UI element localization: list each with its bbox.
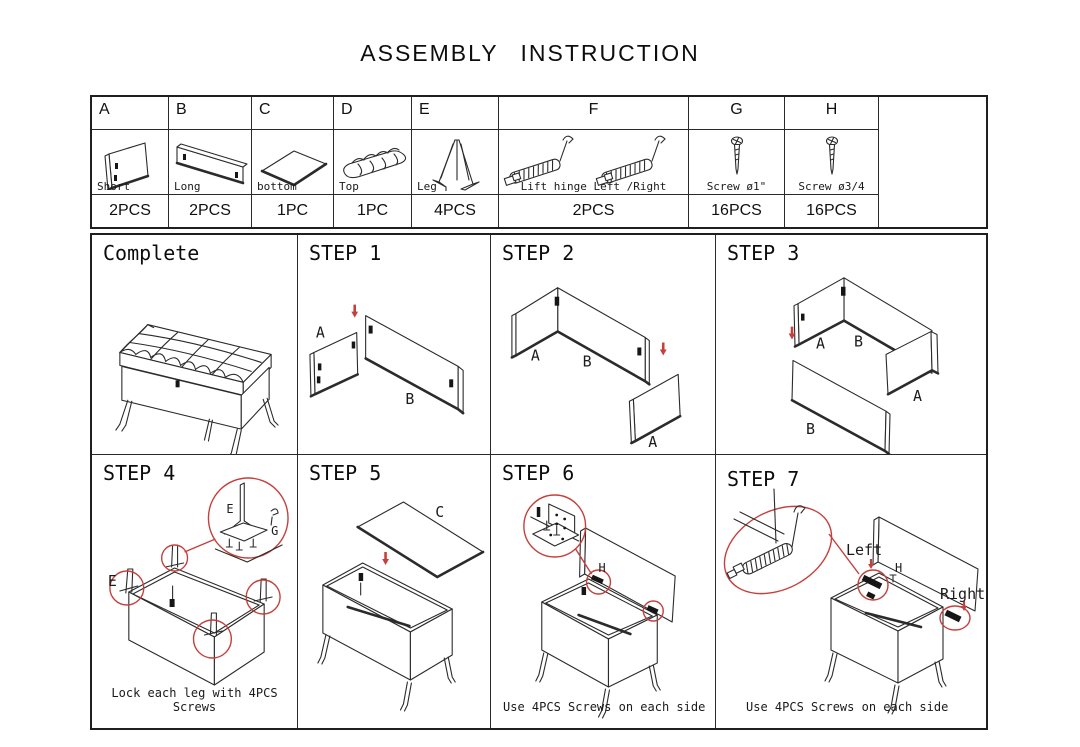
- cell-step1: [298, 235, 491, 455]
- step3-title: STEP 3: [727, 241, 800, 265]
- step6-label-h: H: [598, 560, 606, 576]
- step2-label-b: B: [582, 352, 592, 371]
- part-label: Screw ø3/4: [798, 180, 865, 193]
- step5-label-c: C: [435, 502, 445, 522]
- part-qty: 16PCS: [711, 202, 762, 219]
- step7-title: STEP 7: [727, 467, 800, 491]
- cell-step4: [92, 455, 298, 728]
- part-image-cell: [252, 130, 333, 195]
- part-image-cell: [412, 130, 498, 195]
- step3-label-b2: B: [806, 420, 816, 439]
- cell-step5: [298, 455, 491, 728]
- part-label: Long: [174, 180, 201, 193]
- step4-title: STEP 4: [103, 461, 176, 485]
- complete-title: Complete: [103, 241, 200, 265]
- step4-label-e-detail: E: [226, 501, 234, 517]
- part-label: bottom: [257, 180, 297, 193]
- step6-drawing: [491, 455, 715, 728]
- parts-column-h: [785, 97, 879, 227]
- step6-caption: Use 4PCS Screws on each side: [503, 700, 706, 714]
- part-image-cell: [689, 130, 784, 195]
- part-qty: 2PCS: [189, 202, 231, 219]
- part-image-cell: [785, 130, 878, 195]
- part-letter: D: [334, 97, 411, 130]
- step4-caption: Lock each leg with 4PCS Screws: [111, 686, 278, 714]
- part-qty: 2PCS: [109, 202, 151, 219]
- part-letter: F: [499, 97, 688, 130]
- cell-step2: [491, 235, 716, 455]
- parts-column-g: [689, 97, 785, 227]
- step3-drawing: [716, 235, 986, 454]
- complete-bench-drawing: [92, 235, 297, 454]
- step1-label-a: A: [315, 323, 325, 342]
- parts-column-d: [334, 97, 412, 227]
- part-letter: E: [412, 97, 498, 130]
- step5-title: STEP 5: [309, 461, 382, 485]
- part-label: Short: [97, 180, 131, 193]
- step7-label-left: Left: [846, 541, 883, 559]
- part-label: Leg: [417, 180, 437, 193]
- step6-title: STEP 6: [502, 461, 575, 485]
- parts-column-b: [169, 97, 252, 227]
- part-letter: B: [169, 97, 251, 130]
- part-qty: 1PC: [356, 202, 389, 219]
- parts-table: [90, 95, 988, 229]
- step3-label-a2: A: [913, 387, 923, 406]
- part-letter: C: [252, 97, 333, 130]
- part-qty: 1PC: [276, 202, 309, 219]
- part-label: Screw ø1": [706, 180, 767, 193]
- parts-column-a: [92, 97, 169, 227]
- step4-label-g: G: [271, 523, 279, 539]
- parts-column-f: [499, 97, 689, 227]
- step1-title: STEP 1: [309, 241, 382, 265]
- step7-caption: Use 4PCS Screws on each side: [746, 700, 949, 714]
- part-label: Lift hinge Left /Right: [520, 180, 667, 193]
- step7-label-h: H: [895, 561, 903, 575]
- part-image-cell: [169, 130, 251, 195]
- step4-label-e: E: [107, 571, 117, 591]
- cell-complete: [92, 235, 298, 455]
- step3-label-b1: B: [854, 332, 864, 351]
- step2-label-a1: A: [530, 346, 540, 365]
- part-image-cell: [92, 130, 168, 195]
- page-title: ASSEMBLY INSTRUCTION: [360, 40, 700, 66]
- step2-label-a2: A: [648, 433, 658, 452]
- cell-step6: [491, 455, 716, 728]
- part-letter: A: [92, 97, 168, 130]
- part-letter: G: [689, 97, 784, 130]
- parts-column-e: [412, 97, 499, 227]
- step7-drawing: [716, 455, 986, 728]
- part-qty: 4PCS: [434, 202, 476, 219]
- step1-drawing: [298, 235, 490, 454]
- step7-label-right: Right: [940, 585, 986, 603]
- step1-label-b: B: [405, 390, 415, 409]
- cell-step7: [716, 455, 986, 728]
- step2-title: STEP 2: [502, 241, 575, 265]
- steps-grid: [90, 233, 988, 730]
- step5-drawing: [298, 455, 490, 728]
- step2-drawing: [491, 235, 715, 454]
- parts-empty-cell: [879, 97, 986, 227]
- part-image-cell: [334, 130, 411, 195]
- step3-label-a1: A: [816, 334, 826, 353]
- cell-step3: [716, 235, 986, 455]
- part-qty: 2PCS: [572, 202, 615, 219]
- part-label: Top: [339, 180, 359, 193]
- part-letter: H: [785, 97, 878, 130]
- screw-icon: [722, 133, 752, 181]
- parts-column-c: [252, 97, 334, 227]
- part-qty: 16PCS: [806, 202, 857, 219]
- part-image-cell: [499, 130, 688, 195]
- screw-icon: [817, 133, 847, 181]
